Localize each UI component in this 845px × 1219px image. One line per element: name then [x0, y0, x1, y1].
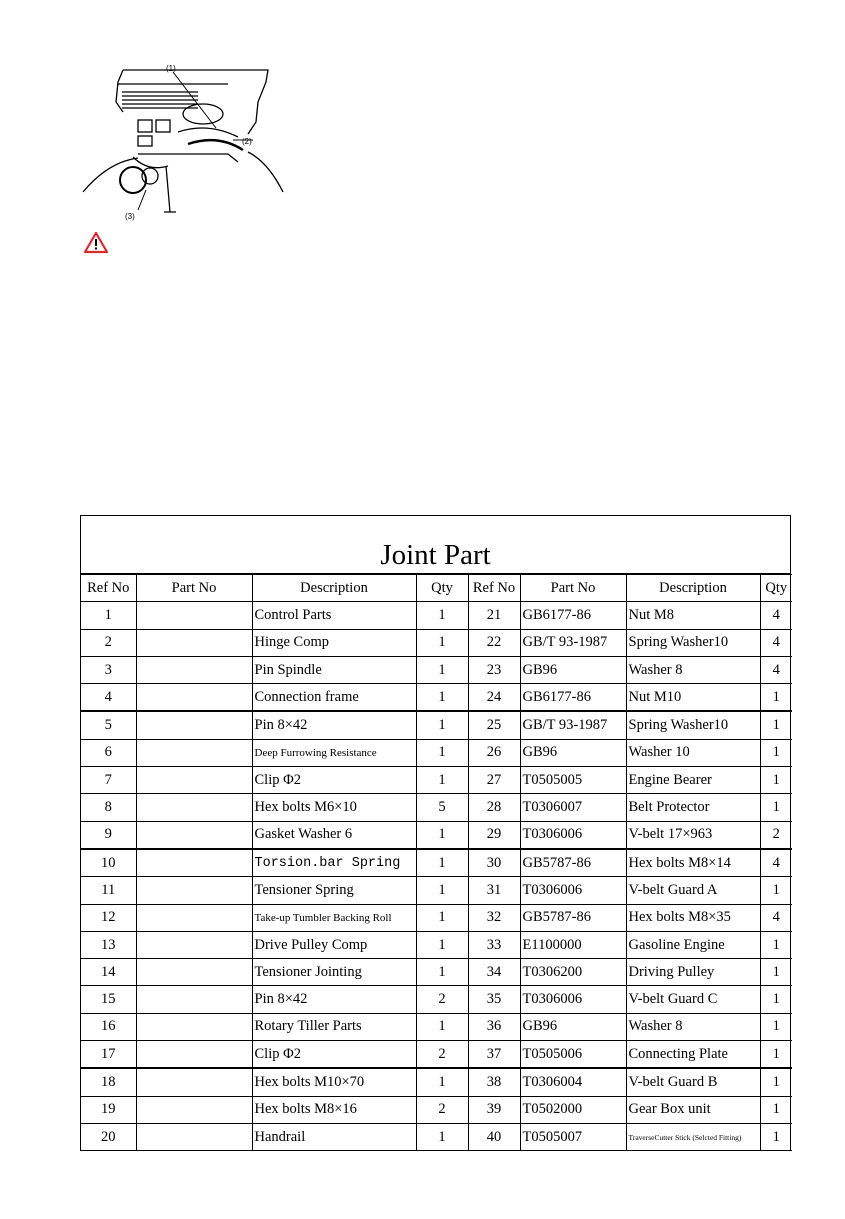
cell-part-no	[136, 767, 252, 794]
cell-description: Torsion.bar Spring	[252, 849, 416, 877]
cell-qty-2: 4	[760, 656, 792, 683]
cell-description-2: Driving Pulley	[626, 959, 760, 986]
cell-ref-no-2: 26	[468, 739, 520, 766]
cell-part-no	[136, 849, 252, 877]
table-row	[81, 1068, 792, 1096]
cell-ref-no-2: 24	[468, 684, 520, 712]
cell-description: Drive Pulley Comp	[252, 931, 416, 958]
cell-description-2: V-belt Guard A	[626, 877, 760, 904]
cell-ref-no: 12	[81, 904, 136, 931]
cell-ref-no: 11	[81, 877, 136, 904]
cell-qty: 1	[416, 1013, 468, 1040]
cell-part-no	[136, 986, 252, 1013]
cell-part-no	[136, 629, 252, 656]
cell-ref-no-2: 30	[468, 849, 520, 877]
header-ref-no-2: Ref No	[468, 575, 520, 602]
cell-qty: 5	[416, 794, 468, 821]
table-row	[81, 711, 792, 739]
callout-2: (2)	[242, 137, 252, 146]
cell-description: Pin 8×42	[252, 986, 416, 1013]
cell-part-no	[136, 877, 252, 904]
cell-ref-no-2: 39	[468, 1096, 520, 1123]
cell-part-no-2: GB/T 93-1987	[520, 711, 626, 739]
table-row	[81, 1123, 792, 1150]
cell-part-no	[136, 1096, 252, 1123]
cell-ref-no: 10	[81, 849, 136, 877]
cell-qty: 1	[416, 849, 468, 877]
cell-description: Connection frame	[252, 684, 416, 712]
cell-part-no-2: T0306007	[520, 794, 626, 821]
cell-qty: 1	[416, 1123, 468, 1150]
table-row	[81, 767, 792, 794]
cell-description: Gasket Washer 6	[252, 821, 416, 849]
cell-qty: 1	[416, 739, 468, 766]
cell-qty: 1	[416, 904, 468, 931]
header-part-no: Part No	[136, 575, 252, 602]
cell-qty-2: 2	[760, 821, 792, 849]
table-row	[81, 684, 792, 712]
cell-description-2: Engine Bearer	[626, 767, 760, 794]
table-row	[81, 739, 792, 766]
cell-part-no-2: T0306006	[520, 877, 626, 904]
cell-ref-no-2: 37	[468, 1041, 520, 1069]
cell-qty: 1	[416, 1068, 468, 1096]
table-row	[81, 602, 792, 629]
cell-qty: 1	[416, 821, 468, 849]
cell-part-no-2: GB6177-86	[520, 684, 626, 712]
cell-part-no	[136, 931, 252, 958]
cell-ref-no-2: 32	[468, 904, 520, 931]
header-description-2: Description	[626, 575, 760, 602]
cell-description-2: Nut M10	[626, 684, 760, 712]
cell-part-no	[136, 602, 252, 629]
cell-part-no-2: T0306006	[520, 821, 626, 849]
cell-qty-2: 1	[760, 959, 792, 986]
cell-part-no	[136, 656, 252, 683]
cell-description-2: Hex bolts M8×35	[626, 904, 760, 931]
cell-qty: 1	[416, 767, 468, 794]
cell-ref-no: 2	[81, 629, 136, 656]
cell-qty-2: 4	[760, 904, 792, 931]
cell-qty: 1	[416, 684, 468, 712]
cell-part-no-2: T0306004	[520, 1068, 626, 1096]
cell-part-no-2: GB96	[520, 1013, 626, 1040]
cell-ref-no-2: 40	[468, 1123, 520, 1150]
table-row	[81, 849, 792, 877]
cell-part-no	[136, 711, 252, 739]
cell-part-no-2: GB5787-86	[520, 849, 626, 877]
cell-description-2: Spring Washer10	[626, 629, 760, 656]
cell-part-no	[136, 1013, 252, 1040]
cell-ref-no: 5	[81, 711, 136, 739]
table-row	[81, 986, 792, 1013]
warning-triangle-icon	[83, 231, 109, 255]
table-row	[81, 1096, 792, 1123]
header-description: Description	[252, 575, 416, 602]
cell-qty: 1	[416, 602, 468, 629]
cell-qty: 1	[416, 711, 468, 739]
cell-qty-2: 4	[760, 629, 792, 656]
cell-part-no-2: GB6177-86	[520, 602, 626, 629]
cell-qty: 1	[416, 931, 468, 958]
cell-qty: 2	[416, 1041, 468, 1069]
cell-qty-2: 1	[760, 931, 792, 958]
cell-qty-2: 1	[760, 986, 792, 1013]
cell-description: Hex bolts M8×16	[252, 1096, 416, 1123]
cell-description-2: Gasoline Engine	[626, 931, 760, 958]
header-qty-2: Qty	[760, 575, 792, 602]
cell-part-no-2: T0306006	[520, 986, 626, 1013]
cell-ref-no-2: 36	[468, 1013, 520, 1040]
table-row	[81, 877, 792, 904]
cell-qty-2: 4	[760, 602, 792, 629]
cell-ref-no: 6	[81, 739, 136, 766]
table-header-row	[81, 575, 792, 602]
cell-part-no	[136, 794, 252, 821]
cell-description-2: V-belt 17×963	[626, 821, 760, 849]
cell-ref-no: 17	[81, 1041, 136, 1069]
cell-ref-no: 7	[81, 767, 136, 794]
cell-ref-no-2: 34	[468, 959, 520, 986]
cell-part-no	[136, 821, 252, 849]
cell-ref-no-2: 35	[468, 986, 520, 1013]
header-qty: Qty	[416, 575, 468, 602]
cell-ref-no: 20	[81, 1123, 136, 1150]
cell-ref-no: 13	[81, 931, 136, 958]
joint-part-table	[80, 515, 791, 1151]
cell-qty-2: 1	[760, 711, 792, 739]
cell-description: Pin Spindle	[252, 656, 416, 683]
cell-description-2: Hex bolts M8×14	[626, 849, 760, 877]
header-ref-no: Ref No	[81, 575, 136, 602]
header-part-no-2: Part No	[520, 575, 626, 602]
table-row	[81, 959, 792, 986]
cell-ref-no: 9	[81, 821, 136, 849]
cell-qty: 1	[416, 959, 468, 986]
cell-ref-no: 8	[81, 794, 136, 821]
cell-ref-no: 14	[81, 959, 136, 986]
tiller-control-illustration	[78, 62, 288, 222]
cell-part-no	[136, 959, 252, 986]
cell-ref-no: 19	[81, 1096, 136, 1123]
cell-qty-2: 1	[760, 739, 792, 766]
cell-description: Control Parts	[252, 602, 416, 629]
cell-qty-2: 1	[760, 1068, 792, 1096]
cell-description: Handrail	[252, 1123, 416, 1150]
table-row	[81, 794, 792, 821]
table-title: Joint Part	[81, 516, 790, 574]
callout-3: (3)	[125, 212, 135, 221]
cell-qty: 2	[416, 1096, 468, 1123]
cell-description-2: Gear Box unit	[626, 1096, 760, 1123]
table-row	[81, 904, 792, 931]
callout-1: (1)	[166, 64, 176, 73]
cell-qty: 1	[416, 629, 468, 656]
cell-description: Tensioner Jointing	[252, 959, 416, 986]
cell-description: Pin 8×42	[252, 711, 416, 739]
cell-qty-2: 4	[760, 849, 792, 877]
cell-description-2: Connecting Plate	[626, 1041, 760, 1069]
table-row	[81, 1041, 792, 1069]
table-row	[81, 656, 792, 683]
cell-ref-no-2: 31	[468, 877, 520, 904]
cell-ref-no: 3	[81, 656, 136, 683]
cell-ref-no-2: 28	[468, 794, 520, 821]
cell-part-no	[136, 739, 252, 766]
cell-qty-2: 1	[760, 1041, 792, 1069]
cell-description: Clip Φ2	[252, 767, 416, 794]
table-row	[81, 931, 792, 958]
cell-ref-no-2: 21	[468, 602, 520, 629]
cell-ref-no-2: 25	[468, 711, 520, 739]
cell-description-2: Spring Washer10	[626, 711, 760, 739]
cell-description-2: Washer 10	[626, 739, 760, 766]
cell-description: Clip Φ2	[252, 1041, 416, 1069]
cell-ref-no-2: 22	[468, 629, 520, 656]
cell-part-no-2: T0306200	[520, 959, 626, 986]
cell-part-no-2: GB96	[520, 656, 626, 683]
cell-qty-2: 1	[760, 1096, 792, 1123]
cell-ref-no-2: 38	[468, 1068, 520, 1096]
cell-part-no-2: T0502000	[520, 1096, 626, 1123]
cell-qty-2: 1	[760, 767, 792, 794]
cell-part-no-2: T0505007	[520, 1123, 626, 1150]
cell-part-no	[136, 684, 252, 712]
cell-ref-no: 1	[81, 602, 136, 629]
table-row	[81, 821, 792, 849]
cell-description: Hinge Comp	[252, 629, 416, 656]
cell-ref-no-2: 33	[468, 931, 520, 958]
cell-part-no-2: GB/T 93-1987	[520, 629, 626, 656]
cell-ref-no-2: 29	[468, 821, 520, 849]
cell-description-2: Washer 8	[626, 656, 760, 683]
cell-qty: 1	[416, 877, 468, 904]
cell-description-2: Washer 8	[626, 1013, 760, 1040]
cell-part-no-2: T0505006	[520, 1041, 626, 1069]
cell-description: Tensioner Spring	[252, 877, 416, 904]
cell-part-no	[136, 1041, 252, 1069]
cell-qty: 2	[416, 986, 468, 1013]
cell-ref-no: 16	[81, 1013, 136, 1040]
cell-description-2: TraverseCutter Stick (Selcted Fitting)	[626, 1123, 760, 1150]
cell-part-no-2: GB5787-86	[520, 904, 626, 931]
cell-description-2: V-belt Guard B	[626, 1068, 760, 1096]
cell-part-no-2: T0505005	[520, 767, 626, 794]
cell-ref-no: 18	[81, 1068, 136, 1096]
cell-description: Hex bolts M10×70	[252, 1068, 416, 1096]
parts-table	[81, 574, 792, 1151]
cell-part-no-2: GB96	[520, 739, 626, 766]
cell-ref-no: 4	[81, 684, 136, 712]
cell-description: Deep Furrowing Resistance	[252, 739, 416, 766]
cell-description-2: Belt Protector	[626, 794, 760, 821]
cell-description-2: V-belt Guard C	[626, 986, 760, 1013]
cell-qty-2: 1	[760, 877, 792, 904]
cell-part-no	[136, 1068, 252, 1096]
cell-ref-no: 15	[81, 986, 136, 1013]
cell-description: Rotary Tiller Parts	[252, 1013, 416, 1040]
cell-part-no	[136, 904, 252, 931]
cell-part-no	[136, 1123, 252, 1150]
table-row	[81, 629, 792, 656]
cell-description: Hex bolts M6×10	[252, 794, 416, 821]
cell-part-no-2: E1100000	[520, 931, 626, 958]
cell-ref-no-2: 27	[468, 767, 520, 794]
cell-qty-2: 1	[760, 684, 792, 712]
cell-description-2: Nut M8	[626, 602, 760, 629]
cell-qty-2: 1	[760, 1013, 792, 1040]
table-row	[81, 1013, 792, 1040]
cell-qty: 1	[416, 656, 468, 683]
cell-qty-2: 1	[760, 1123, 792, 1150]
cell-ref-no-2: 23	[468, 656, 520, 683]
cell-description: Take-up Tumbler Backing Roll	[252, 904, 416, 931]
cell-qty-2: 1	[760, 794, 792, 821]
